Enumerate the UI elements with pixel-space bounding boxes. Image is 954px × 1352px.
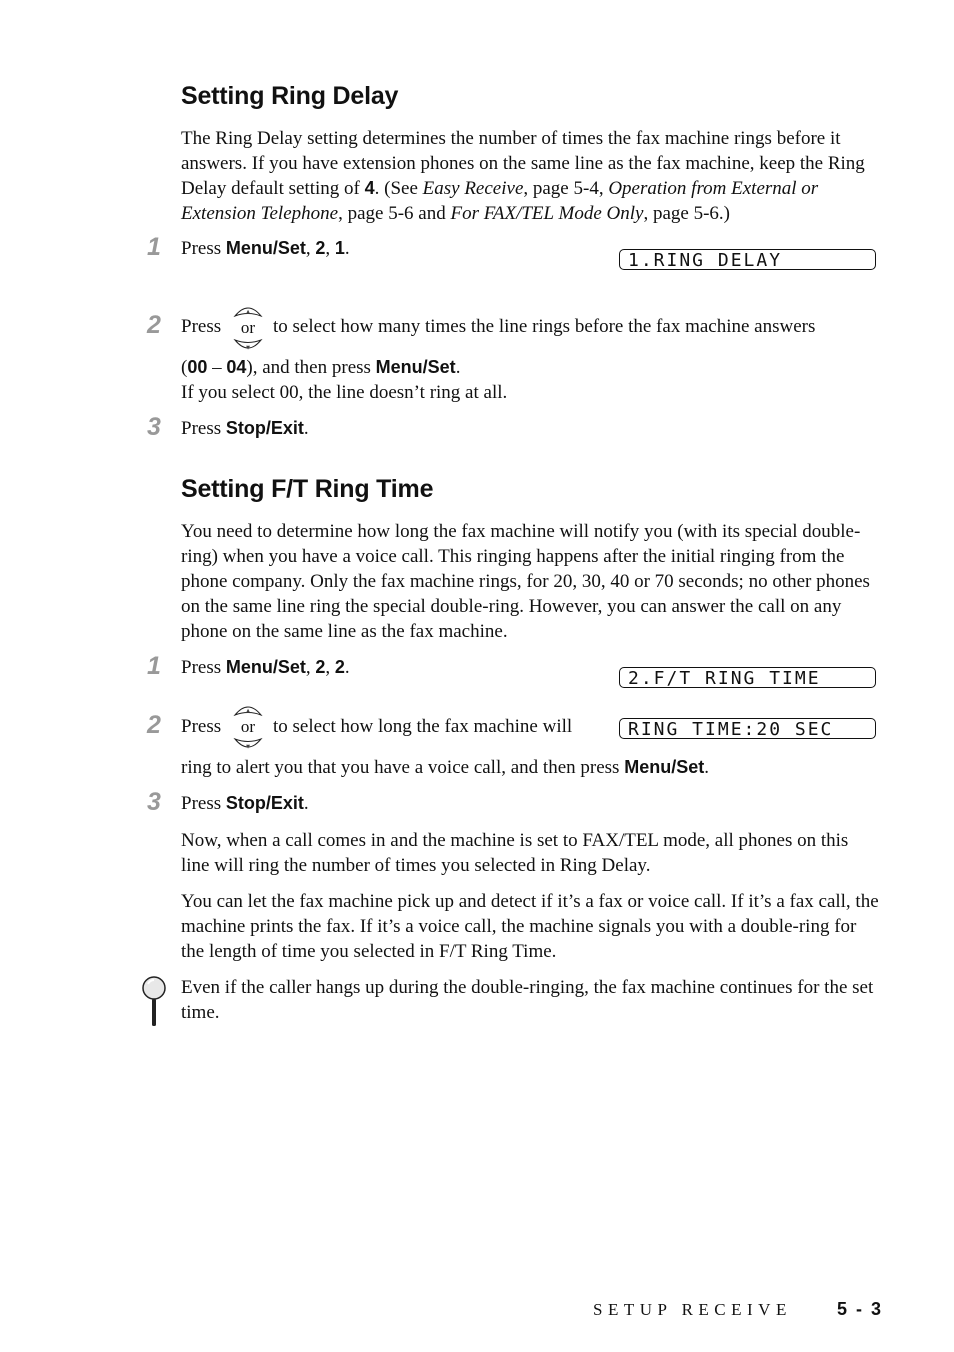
svg-text:▼: ▼ [246, 345, 250, 351]
ft-ring-time-intro: You need to determine how long the fax machine will notify you (with its special double-ring) when you have a voice call. This ringing happens after the initial ringing from the phone company. Only the fax machine rings, for 20, 30, 40 or 70 seconds; no other phones on the same line ring the special double-ring. However, you can answer the call on any phone on the same line as the fax machine. [181, 521, 870, 642]
svg-text:▲: ▲ [246, 309, 250, 315]
step-number: 3 [147, 413, 161, 441]
step-text: Press Stop/Exit. [181, 418, 309, 439]
footer-section-name: SETUP RECEIVE [593, 1300, 792, 1319]
step-text: Press Menu/Set, 2, 1. [181, 238, 350, 259]
body-paragraph: Now, when a call comes in and the machine is set to FAX/TEL mode, all phones on this line will ring the number of times you selected in Ring Delay. [181, 830, 849, 876]
lcd-display: 2.F/T RING TIME [619, 667, 876, 688]
step-number: 1 [147, 233, 161, 261]
step-text: Press [181, 716, 222, 737]
step-text-continued: ring to alert you that you have a voice call, and then press Menu/Set. [181, 757, 709, 778]
step-number: 1 [147, 652, 161, 680]
step-number: 2 [147, 311, 161, 339]
navigation-arrows-icon [231, 303, 265, 353]
navigation-arrows-icon [231, 702, 265, 752]
step-text: Press [181, 316, 222, 337]
svg-text:▼: ▼ [246, 744, 250, 750]
step-number: 3 [147, 788, 161, 816]
ring-delay-intro: The Ring Delay setting determines the number of times the fax machine rings before it answers. If you have extension phones on the same line as the fax machine, keep the Ring Delay default setting of 4. (See Easy Receive, page 5-4, Operation from External or Extension Telephone, page 5-6 and For FAX/TEL Mode Only, page 5-6.) [181, 128, 865, 224]
step-number: 2 [147, 711, 161, 739]
svg-text:▲: ▲ [246, 708, 250, 714]
step-text-continued: to select how many times the line rings before the fax machine answers [273, 316, 816, 337]
step-text: Press Menu/Set, 2, 2. [181, 657, 350, 678]
step-text-range: (00 – 04), and then press Menu/Set. [181, 357, 461, 378]
page-number: 5 - 3 [837, 1299, 884, 1319]
tip-text: Even if the caller hangs up during the double-ringing, the fax machine continues for the set time. [181, 977, 874, 1023]
step-text: Press Stop/Exit. [181, 793, 309, 814]
or-label: or [240, 717, 256, 736]
body-paragraph: You can let the fax machine pick up and detect if it’s a fax or voice call. If it’s a fax call, the machine prints the fax. If it’s a voice call, the machine signals you with a double-ring for the length of time you selected in F/T Ring Time. [181, 891, 879, 962]
section-title-ring-delay: Setting Ring Delay [181, 82, 399, 110]
lcd-display: RING TIME:20 SEC [619, 718, 876, 739]
or-label: or [240, 318, 256, 337]
tip-magnifier-icon [140, 975, 170, 1030]
step-note: If you select 00, the line doesn’t ring at all. [181, 382, 508, 403]
lcd-display: 1.RING DELAY [619, 249, 876, 270]
section-title-ft-ring-time: Setting F/T Ring Time [181, 475, 434, 503]
step-text-continued: to select how long the fax machine will [273, 716, 573, 737]
